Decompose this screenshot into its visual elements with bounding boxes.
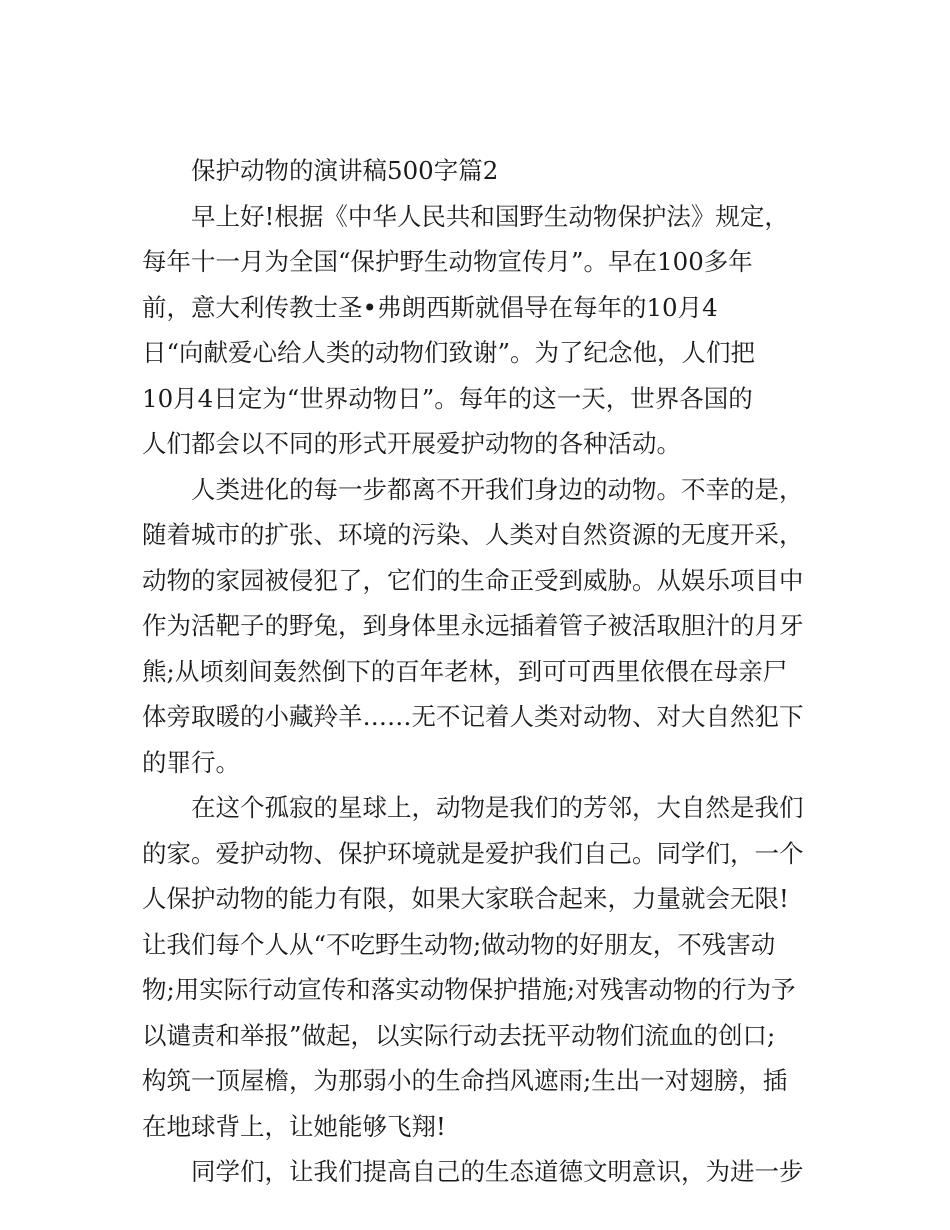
paragraph-3-line-1: 在这个孤寂的星球上，动物是我们的芳邻，大自然是我们 — [191, 793, 804, 822]
paragraph-2-line-2: 随着城市的扩张、环境的污染、人类对自然资源的无度开采， — [142, 520, 804, 549]
paragraph-2-line-6: 体旁取暖的小藏羚羊……无不记着人类对动物、对大自然犯下 — [142, 702, 804, 731]
paragraph-2-line-7: 的罪行。 — [142, 747, 240, 777]
paragraph-3-line-6: 以谴责和举报”做起，以实际行动去抚平动物们流血的创口; — [142, 1020, 776, 1050]
paragraph-1-line-2: 每年十一月为全国“保护野生动物宣传月”。早在100多年 — [142, 247, 753, 276]
paragraph-1-line-5: 10月4日定为“世界动物日”。每年的这一天，世界各国的 — [142, 383, 753, 413]
paragraph-2-line-3: 动物的家园被侵犯了，它们的生命正受到威胁。从娱乐项目中 — [142, 565, 804, 595]
paragraph-3-line-7: 构筑一顶屋檐，为那弱小的生命挡风遮雨;生出一对翅膀，插 — [142, 1066, 788, 1095]
paragraph-3-line-3: 人保护动物的能力有限，如果大家联合起来，力量就会无限! — [142, 884, 789, 913]
paragraph-2-line-4: 作为活靶子的野兔，到身体里永远插着管子被活取胆汁的月牙 — [142, 611, 804, 640]
paragraph-4-line-1: 同学们，让我们提高自己的生态道德文明意识，为进一步 — [191, 1157, 804, 1186]
paragraph-2-line-5: 熊;从顷刻间轰然倒下的百年老林，到可可西里依偎在母亲尸 — [142, 656, 788, 686]
paragraph-1-line-3: 前，意大利传教士圣•弗朗西斯就倡导在每年的10月4 — [142, 292, 718, 322]
paragraph-3-line-5: 物;用实际行动宣传和落实动物保护措施;对残害动物的行为予 — [142, 975, 796, 1004]
paragraph-1-line-1: 早上好!根据《中华人民共和国野生动物保护法》规定， — [191, 201, 789, 231]
paragraph-3-line-2: 的家。爱护动物、保护环境就是爱护我们自己。同学们，一个 — [142, 838, 804, 868]
document-title: 保护动物的演讲稿500字篇2 — [191, 156, 499, 185]
paragraph-1-line-4: 日“向献爱心给人类的动物们致谢”。为了纪念他，人们把 — [142, 338, 756, 367]
document-body — [142, 148, 822, 1195]
paragraph-3-line-4: 让我们每个人从“不吃野生动物;做动物的好朋友，不残害动 — [142, 929, 776, 959]
paragraph-3-line-8: 在地球背上，让她能够飞翔! — [142, 1111, 446, 1141]
paragraph-1-line-6: 人们都会以不同的形式开展爱护动物的各种活动。 — [142, 429, 681, 458]
paragraph-2-line-1: 人类进化的每一步都离不开我们身边的动物。不幸的是， — [191, 474, 804, 504]
